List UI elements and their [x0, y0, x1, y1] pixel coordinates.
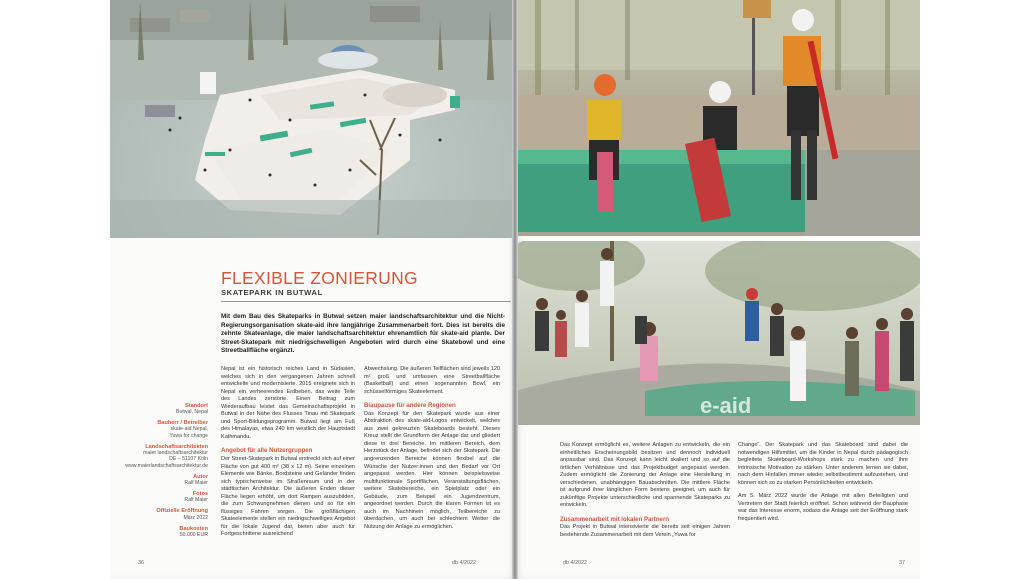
info-bauherr-label: Bauherr / Betreiber: [157, 419, 208, 426]
aerial-photo-skatepark: [110, 0, 515, 238]
photo-opening-drawing: [515, 241, 920, 425]
col3-paragraph-1: Das Konzept ermöglicht es, weitere Anlagen zu entwickeln, die ein einheitliches Erscheinungsbild besitzen und dennoch individuell anpassbar sind. Das Konzept kann leicht skaliert und so auf die örtlichen Verhältnisse und das Projektbudget angepasst werden. Zudem ermöglicht die Zonierung der Anlage eine Herstellung in verschiedenen, unabhängigen Bauabschnitten. Die mittlere Fläche ist aufgrund ihrer länglichen Form bestens geeignet, um auch für zukünftige Projekte unterschiedliche und spannende Skateparks zu entwickeln.: [560, 442, 730, 509]
info-la-value-1: maier landschaftsarchitektur: [143, 449, 208, 456]
col2-paragraph-1: Abwechslung. Die äußeren Teilflächen sind jeweils 120 m² groß und umfassen eine Streetballfläche (Basketball) und einen sogenannten Bowl, ein schüsselförmiges Skateelement.: [364, 366, 500, 395]
banner-logo-text: e-aid: [700, 393, 752, 418]
left-page-number: 36: [138, 560, 144, 566]
info-fotos-value: Ralf Maier: [184, 497, 208, 504]
info-bauherr-value-1: skate-aid Nepal,: [170, 426, 208, 433]
info-baukosten-label: Baukosten: [179, 525, 208, 532]
info-autor-value: Ralf Maier: [184, 480, 208, 487]
article-subheadline: SKATEPARK IN BUTWAL: [221, 288, 323, 297]
spread-gutter: [512, 0, 518, 579]
headline-rule: [221, 301, 511, 302]
left-issue-label: db 4/2022: [452, 560, 476, 566]
info-standort-value: Butwal, Nepal: [175, 408, 208, 415]
info-fotos-label: Fotos: [192, 490, 208, 497]
info-eroeffnung-value: März 2022: [183, 514, 208, 521]
col2-paragraph-2: Das Konzept für den Skatepark wurde aus einer Abstraktion des skate-aid-Logos entwickelt, welches aus zwei gekreuzten Skateboards besteht. Dieses Kreuz stellt die Grundform der Anlage dar und gliedert diese in drei Bereiche. Im mittleren Bereich, dem Herzstück der Anlage, befindet sich der Skatepark. Die angrenzenden Bereiche können flexibel auf die Wünsche der Nutzer:innen und den Bedarf vor Ort angepasst werden. Hier können beispielsweise multifunktionale Sportflächen, Veranstaltungsflächen, weitere Skatebereiche, ein Spielplatz oder ein Gebäude, zum Beispiel ein Jugendzentrum, angeordnet werden. Durch die klaren Formen ist es auch im Nachhinein möglich, Teilbereiche zu überdachen, um auch bei schlechtem Wetter die Nutzung der Anlage zu ermöglichen.: [364, 410, 500, 530]
article-column-3: [560, 442, 730, 540]
col2-subheading: Blaupause für andere Regionen: [364, 402, 456, 410]
photo-kids-drawing: [515, 0, 920, 236]
info-standort-label: Standort: [185, 402, 208, 409]
info-la-value-3: www.maierlandschaftsarchitektur.de: [125, 462, 208, 469]
info-autor-label: Autor: [193, 473, 208, 480]
article-column-2: [364, 366, 500, 531]
project-infobox: [112, 398, 208, 538]
col3-paragraph-2: Das Projekt in Butwal intensivierte die bereits seit einigen Jahren bestehende Zusammenarbeit mit dem Verein „Yuwa for: [560, 524, 730, 539]
col1-paragraph-1: Nepal ist ein historisch reiches Land in Südasien, welches sich in den vergangenen Jahren schnell entwickelte und modernisierte. 2015 ereignete sich in Nepal ein verheerendes Erdbeben, das weite Teile des Landes zerstörte. Einen Beitrag zum Wiederaufbau leistet das Gemeinschaftsprojekt in Butwal in der Nähe des Flusses Tinau mit Skatepark und Sport-Bildungsprogramm. Butwal liegt am Fuß des Himalayas, etwa 240 km westlich der Hauptstadt Kathmandu.: [221, 366, 355, 440]
article-headline: FLEXIBLE ZONIERUNG: [221, 268, 418, 288]
col1-paragraph-2: Der Street-Skatepark in Butwal erstreckt sich auf einer Fläche von gut 400 m² (38 x 12 m). Seine einzelnen Elemente wie Bänke, Bordsteine und Geländer finden sich typischerweise im Straßenraum und in der städtischen Architektur. Die äußeren Enden dieser Fläche liegen erhöht, um dort Rampen auszubilden, die zum Schwungnehmen dienen und so für ein flüssiges Fahren sorgen. Die großflächigen Skateelemente stellen ein niedrigschwelliges Angebot für die lokale Jugend dar, bieten aber auch für Fortgeschrittene ausreichend: [221, 456, 355, 538]
info-bauherr-value-2: Yuwa for change: [169, 432, 208, 439]
col4-paragraph-1: Change“. Der Skatepark und das Skateboard sind dabei die notwendigen Hilfsmittel, um die Kinder in Nepal durch pädagogisch begleitete Skateboard-Workshops stark zu machen und ihre intrinsische Motivation zu stärken. Unter anderem lernen sie dabei, nach dem Hinfallen immer wieder selbstbestimmt aufzustehen, und können sich so zu starken Persönlichkeiten entwickeln.: [738, 442, 908, 486]
info-baukosten-value: 50.000 EUR: [179, 532, 208, 538]
col1-subheading: Angebot für alle Nutzergruppen: [221, 447, 313, 455]
info-la-label: Landschaftsarchitekten: [145, 443, 208, 450]
photo-kids-with-skateboards: [515, 0, 920, 236]
col3-subheading: Zusammenarbeit mit lokalen Partnern: [560, 515, 670, 523]
info-eroeffnung-label: Offizielle Eröffnung: [156, 508, 208, 515]
right-page-number: 37: [899, 560, 905, 566]
article-column-1: [221, 366, 355, 539]
article-column-4: [738, 442, 908, 523]
photo-skatepark-opening: [515, 241, 920, 425]
col4-paragraph-2: Am 5. März 2022 wurde die Anlage mit allen Beteiligten und Vertretern der Stadt feierlich eröffnet. Schon während der Bauphase war das Interesse enorm, sodass die Anlage seit der Eröffnung stark frequentiert wird.: [738, 493, 908, 522]
right-issue-label: db 4/2022: [563, 560, 587, 566]
info-la-value-2: DE – 51107 Köln: [169, 456, 208, 463]
aerial-photo-drawing: [110, 0, 515, 238]
article-lead: Mit dem Bau des Skateparks in Butwal setzen maier landschaftsarchitektur und die Nicht-Regierungsorganisation skate-aid ihre langjährige Zusammenarbeit fort. Dies ist bereits die zehnte Skateanlage, die maier landschaftsarchitektur ehrenamtlich für skate-aid plante. Der Street-Skatepark mit niedrigschwelligen Angeboten wird durch eine Skatebowl und eine Streetballfläche ergänzt.: [221, 313, 505, 355]
